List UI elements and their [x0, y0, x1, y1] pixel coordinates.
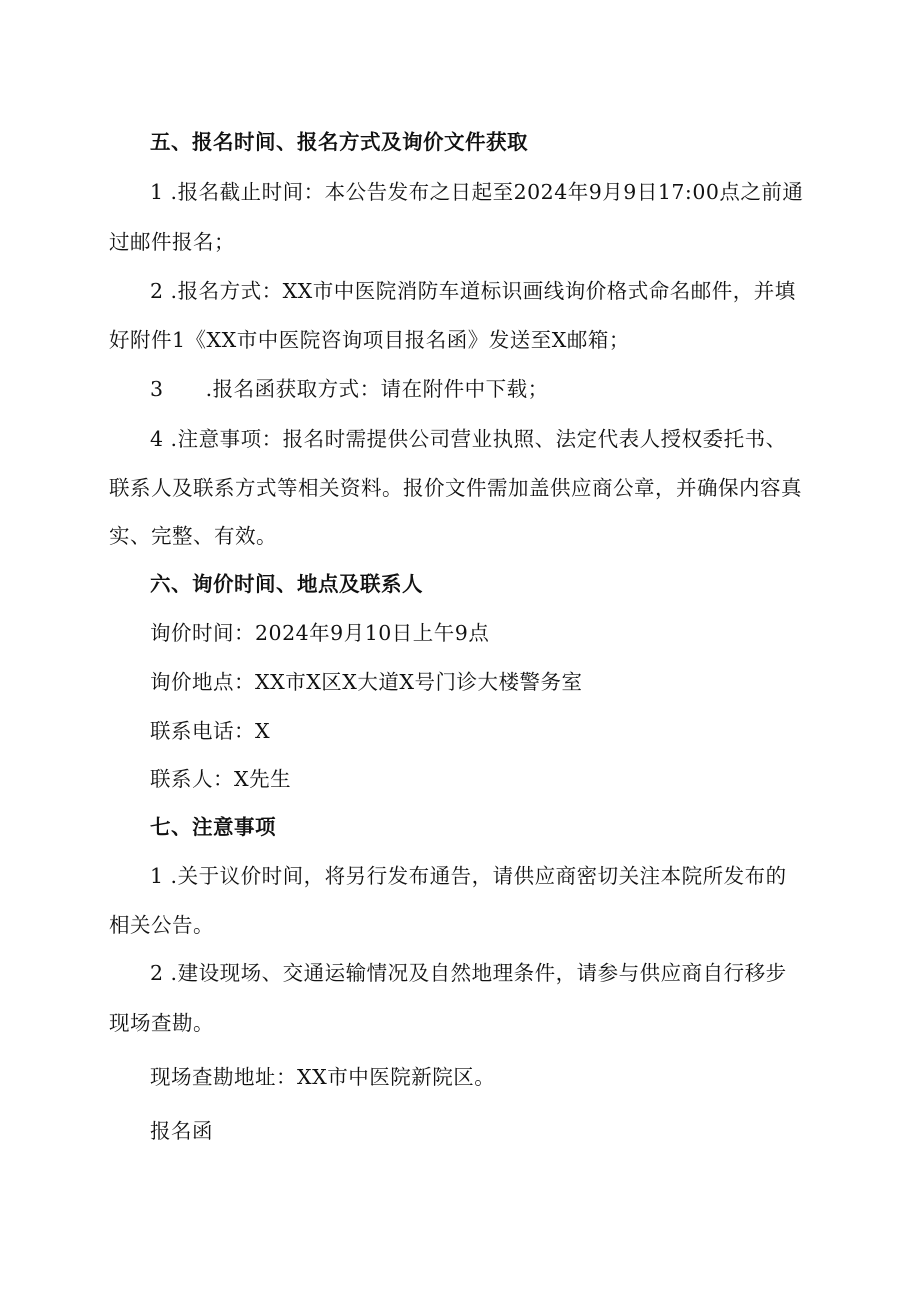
section-5-item-2-line-1: 2 .报名方式：XX市中医院消防车道标识画线询价格式命名邮件，并填: [150, 279, 796, 303]
section-7-heading: 七、注意事项: [150, 815, 276, 839]
inquiry-time: 询价时间：2024年9月10日上午9点: [150, 621, 490, 645]
section-5-item-1-line-2: 过邮件报名；: [109, 230, 235, 254]
section-5-item-4-line-1: 4 .注意事项：报名时需提供公司营业执照、法定代表人授权委托书、: [150, 427, 787, 451]
section-5-item-4-line-3: 实、完整、有效。: [109, 524, 277, 548]
registration-form-label: 报名函: [150, 1119, 213, 1143]
section-5-item-1-line-1: 1 .报名截止时间：本公告发布之日起至2024年9月9日17:00点之前通: [150, 180, 804, 204]
contact-phone: 联系电话：X: [150, 719, 271, 743]
section-5-item-3: 3 .报名函获取方式：请在附件中下载；: [150, 377, 549, 401]
inquiry-place: 询价地点：XX市X区X大道X号门诊大楼警务室: [150, 670, 583, 694]
section-7-item-1-line-1: 1 .关于议价时间，将另行发布通告，请供应商密切关注本院所发布的: [150, 864, 787, 888]
section-5-item-2-line-2: 好附件1《XX市中医院咨询项目报名函》发送至X邮箱；: [109, 328, 630, 352]
contact-person: 联系人：X先生: [150, 767, 292, 791]
section-7-item-1-line-2: 相关公告。: [109, 913, 214, 937]
section-7-item-2-line-2: 现场查勘。: [109, 1011, 214, 1035]
site-inspection-address: 现场查勘地址：XX市中医院新院区。: [150, 1065, 496, 1089]
section-5-heading: 五、报名时间、报名方式及询价文件获取: [150, 130, 528, 154]
section-7-item-2-line-1: 2 .建设现场、交通运输情况及自然地理条件，请参与供应商自行移步: [150, 961, 787, 985]
section-6-heading: 六、询价时间、地点及联系人: [150, 572, 423, 596]
section-5-item-4-line-2: 联系人及联系方式等相关资料。报价文件需加盖供应商公章，并确保内容真: [109, 476, 802, 500]
